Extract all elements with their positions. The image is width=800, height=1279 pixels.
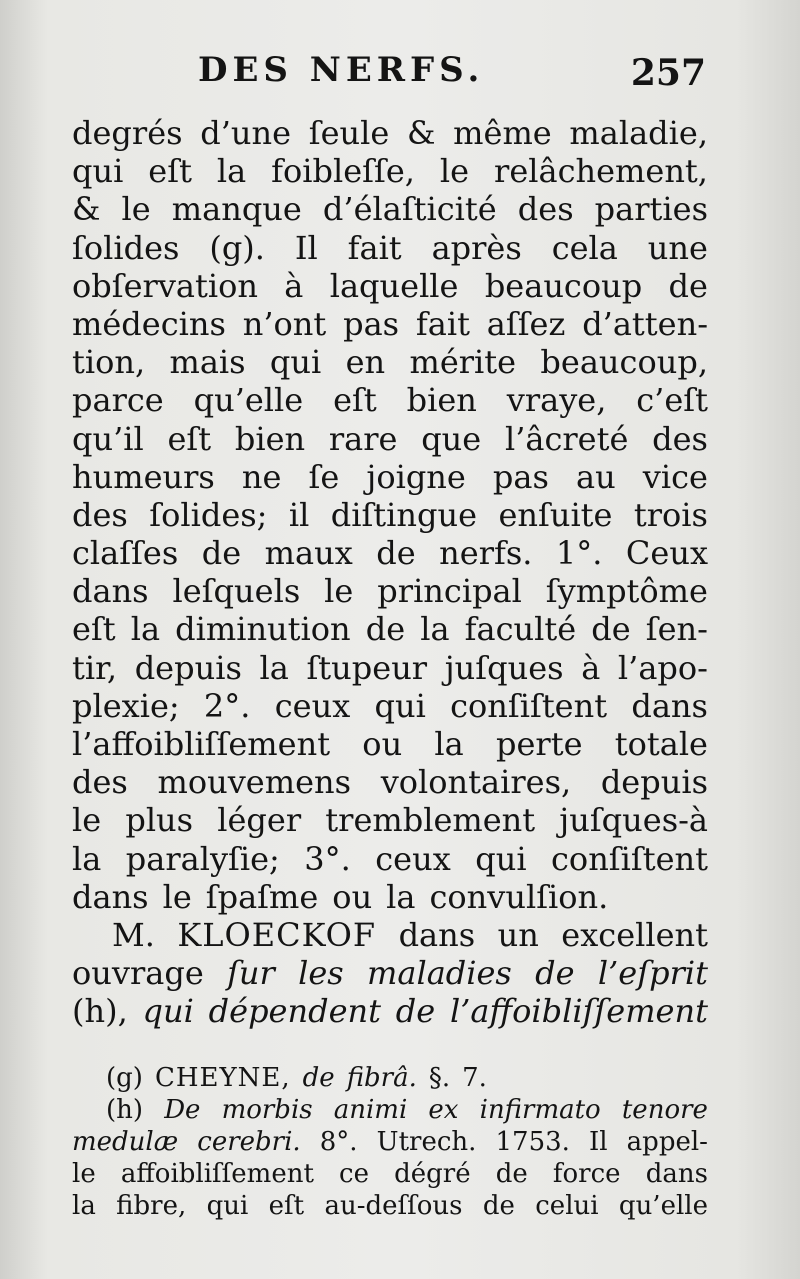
word: ſtupeur [306, 648, 428, 687]
text-line [72, 458, 708, 496]
word: le [324, 572, 354, 611]
word: une [647, 228, 708, 267]
word: ſur [227, 954, 275, 993]
word: M. [112, 915, 155, 954]
word: claſſes [72, 534, 179, 573]
word: trois [633, 495, 708, 534]
word: enſuite [498, 495, 613, 534]
word: juſques-à [559, 801, 708, 840]
word: tion, [72, 343, 146, 382]
text-line [72, 305, 708, 343]
word: 1°. [555, 534, 603, 573]
text-line [72, 190, 708, 228]
word: d’atten- [582, 304, 708, 343]
word: eſt [268, 1191, 305, 1221]
text-line [72, 534, 708, 572]
text-line [72, 610, 708, 648]
word: en [345, 343, 386, 382]
word: CHEYNE, [154, 1063, 291, 1093]
word: eſt [72, 610, 116, 649]
text-line [72, 420, 708, 458]
word: Il [589, 1127, 608, 1157]
word: plus [125, 801, 194, 840]
word: de [482, 1191, 515, 1221]
word: ſe [308, 457, 340, 496]
text-line [72, 152, 708, 190]
word: qui [142, 992, 194, 1031]
text-line [72, 763, 708, 801]
text-line [72, 840, 708, 878]
word: l’eſprit [597, 954, 708, 993]
word: (h), [72, 992, 128, 1031]
word: le [162, 877, 192, 916]
word: fait [347, 228, 402, 267]
word: plexie; [72, 686, 180, 725]
word: De [164, 1095, 201, 1125]
word: un [497, 915, 539, 954]
word: convulſion. [429, 877, 609, 916]
word: des [72, 763, 128, 802]
word: la [72, 839, 102, 878]
word: conſiſtent [450, 686, 608, 725]
word: ſolides [72, 228, 180, 267]
word: 3°. [304, 839, 351, 878]
word: à [284, 266, 304, 305]
word: qui [374, 686, 426, 725]
word: des [517, 190, 574, 229]
word: excellent [561, 915, 708, 954]
word: dans [645, 1159, 708, 1189]
word: de [302, 1063, 335, 1093]
word: beaucoup [484, 266, 643, 305]
word: fibrâ. [346, 1063, 417, 1093]
text-line [72, 725, 708, 763]
word: leſquels [172, 572, 301, 611]
footnote-line [72, 1094, 708, 1126]
word: n’ont [242, 304, 327, 343]
word: celui [535, 1191, 599, 1221]
word: même [453, 114, 552, 152]
word: affoibliſſement [120, 1159, 314, 1189]
word: des [72, 495, 128, 534]
word: depuis [600, 763, 708, 802]
word: le [72, 1159, 96, 1189]
footnotes [72, 1062, 708, 1222]
word: qu’il [72, 419, 144, 458]
word: médecins [72, 304, 226, 343]
text-line [72, 381, 708, 419]
word: tremblement [325, 801, 536, 840]
footnote-line [72, 1158, 708, 1190]
word: perte [495, 725, 583, 763]
word: bien [406, 381, 477, 420]
word: relâchement, [494, 152, 708, 191]
word: de [668, 266, 708, 305]
word: le [439, 152, 470, 191]
word: degrés [72, 114, 183, 152]
word: appel- [626, 1127, 708, 1157]
text-line [72, 496, 708, 534]
word: eſt [167, 419, 212, 458]
text-line [72, 267, 708, 305]
word: dans [72, 572, 149, 611]
word: la [386, 877, 416, 916]
word: obſervation [72, 266, 258, 305]
word: qui [475, 839, 527, 878]
word: (g) [106, 1063, 143, 1093]
word: diminution [175, 610, 351, 649]
word: d’élaſticité [322, 190, 497, 229]
word: ceux [375, 839, 451, 878]
word: cela [551, 228, 618, 267]
word: medulæ [72, 1127, 179, 1157]
word: cerebri. [197, 1127, 301, 1157]
word: léger [217, 801, 302, 840]
word: ce [339, 1159, 369, 1189]
word: maladies [367, 954, 512, 993]
word: tenore [621, 1095, 708, 1125]
word: vice [642, 457, 708, 496]
word: que [421, 419, 482, 458]
word: des [652, 419, 708, 458]
word: maux [264, 534, 353, 573]
word: la [420, 610, 450, 649]
word: qui [269, 343, 322, 382]
word: dans [72, 877, 149, 916]
word: à [581, 648, 601, 687]
word: laquelle [329, 266, 459, 305]
word: & [72, 190, 101, 229]
word: le [121, 190, 151, 229]
word: ſeule [308, 114, 390, 152]
word: Utrech. [376, 1127, 477, 1157]
footnote-line [72, 1062, 708, 1094]
word: foibleſſe, [271, 152, 415, 191]
word: (h) [106, 1095, 144, 1125]
word: dans [398, 915, 476, 954]
word: tir, [72, 648, 118, 687]
text-line [72, 801, 708, 839]
word: bien [234, 419, 306, 458]
word: qu’elle [193, 381, 304, 420]
word: Ceux [625, 534, 708, 573]
word: maladie, [569, 114, 708, 152]
text-line [72, 229, 708, 267]
footnote-line [72, 1126, 708, 1158]
word: & [407, 114, 436, 152]
word: de [395, 992, 436, 1031]
word: ſymptôme [545, 572, 708, 611]
word: l’affoibliſſement [449, 992, 708, 1031]
word: eſt [148, 152, 192, 191]
word: conſiſtent [551, 839, 708, 878]
body-text [72, 114, 708, 1031]
word: de [535, 954, 575, 993]
word: pas [492, 457, 549, 496]
word: après [431, 228, 522, 267]
word: la [259, 648, 289, 687]
word: la [72, 1191, 96, 1221]
word: l’affoibliſſement [72, 725, 331, 763]
word: aſſez [486, 304, 566, 343]
word: ou [332, 877, 373, 916]
page-number: 257 [630, 52, 706, 94]
word: qui [206, 1191, 249, 1221]
text-line [72, 954, 708, 992]
word: la [216, 152, 247, 191]
word: morbis [221, 1095, 313, 1125]
word: depuis [134, 648, 242, 687]
text-line [72, 916, 708, 954]
word: ou [362, 725, 403, 763]
word: le [72, 801, 102, 840]
text-line [72, 687, 708, 725]
word: ſpaſme [205, 877, 319, 916]
word: Il [294, 228, 318, 267]
word: l’apo- [617, 648, 708, 687]
word: ceux [274, 686, 351, 725]
word: ſen- [645, 610, 708, 649]
running-title: DES NERFS. [198, 50, 485, 90]
word: 8°. [319, 1127, 358, 1157]
word: infirmato [479, 1095, 601, 1125]
word: eſt [333, 381, 377, 420]
word: dans [631, 686, 708, 725]
word: dégré [394, 1159, 471, 1189]
word: ſolides; [149, 495, 268, 534]
word: ex [428, 1095, 459, 1125]
word: ouvrage [72, 954, 204, 993]
page-header [72, 50, 712, 100]
word: au-deſſous [324, 1191, 463, 1221]
word: beaucoup, [540, 343, 708, 382]
word: l’âcreté [504, 419, 629, 458]
word: principal [377, 572, 522, 611]
word: faculté [464, 610, 577, 649]
word: d’une [200, 114, 292, 152]
word: c’eſt [636, 381, 708, 420]
word: dépendent [208, 992, 381, 1031]
word: qui [72, 152, 124, 191]
word: il [288, 495, 310, 534]
word: qu’elle [618, 1191, 708, 1221]
word: de [376, 534, 416, 573]
word: force [552, 1159, 621, 1189]
text-line [72, 878, 708, 916]
word: 1753. [495, 1127, 570, 1157]
word: totale [614, 725, 708, 763]
text-line [72, 572, 708, 610]
word: au [575, 457, 616, 496]
text-line [72, 343, 708, 381]
word: joigne [366, 457, 466, 496]
word: la [130, 610, 161, 649]
word: mérite [409, 343, 517, 382]
word: diſtingue [330, 495, 478, 534]
word: pas [343, 304, 400, 343]
word: §. [428, 1063, 451, 1093]
word: mouvemens [157, 763, 352, 802]
text-line [72, 649, 708, 687]
footnote-line [72, 1190, 708, 1222]
word: les [298, 954, 344, 993]
word: paralyſie; [125, 839, 280, 878]
word: parce [72, 381, 164, 420]
word: manque [171, 190, 302, 229]
word: de [201, 534, 242, 573]
text-line [72, 114, 708, 152]
word: KLOECKOF [177, 915, 377, 954]
word: 7. [462, 1063, 487, 1093]
word: animi [333, 1095, 408, 1125]
word: de [495, 1159, 528, 1189]
text-line [72, 992, 708, 1030]
word: de [365, 610, 406, 649]
word: ne [241, 457, 282, 496]
word: nerfs. [439, 534, 533, 573]
word: la [434, 725, 464, 763]
word: de [591, 610, 631, 649]
word: (g). [209, 228, 265, 267]
word: juſques [444, 648, 564, 687]
word: fait [415, 304, 470, 343]
word: parties [594, 190, 708, 229]
word: rare [328, 419, 398, 458]
word: 2°. [203, 686, 251, 725]
word: fibre, [116, 1191, 187, 1221]
word: vraye, [506, 381, 607, 420]
word: mais [169, 343, 246, 382]
word: humeurs [72, 457, 215, 496]
word: volontaires, [380, 763, 572, 802]
